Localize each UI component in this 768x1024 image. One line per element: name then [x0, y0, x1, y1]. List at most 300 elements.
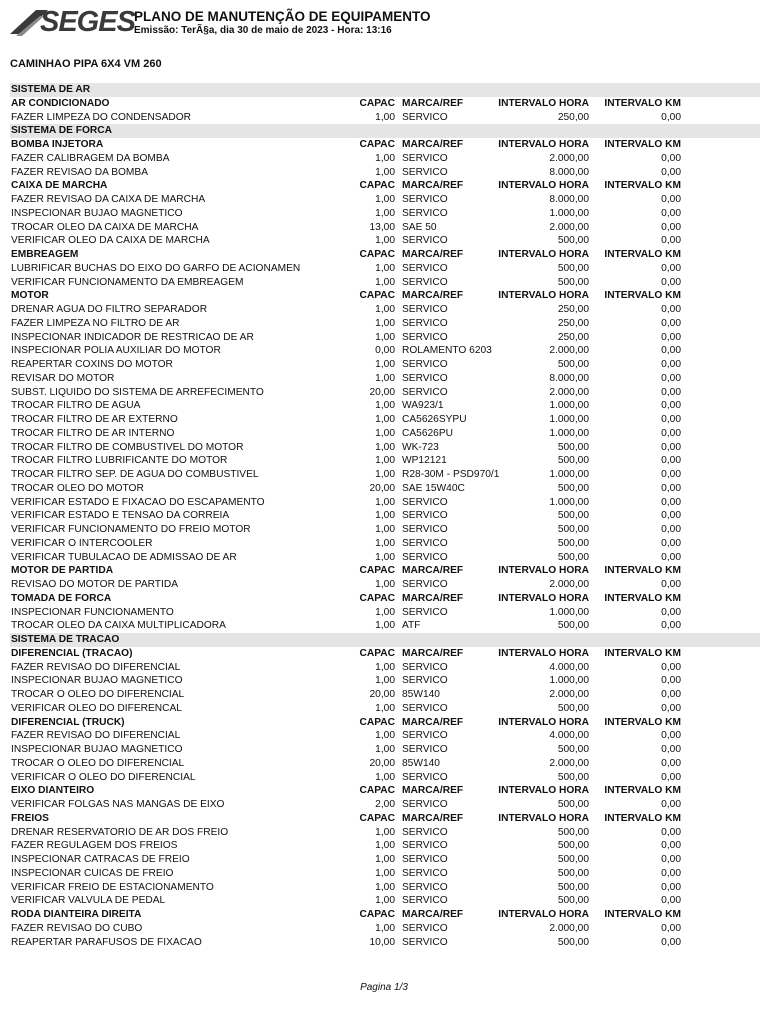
- report-header: [0, 0, 768, 50]
- task-description: DRENAR RESERVATORIO DE AR DOS FREIO: [11, 826, 229, 838]
- table-row: [10, 853, 760, 867]
- group-header-row: [10, 97, 760, 111]
- task-description: INSPECIONAR FUNCIONAMENTO: [11, 606, 174, 618]
- seges-logo: [10, 6, 135, 38]
- task-description: FAZER REVISAO DO CUBO: [11, 922, 143, 934]
- interval-hours: 1.000,00: [549, 675, 589, 687]
- table-row: [10, 399, 760, 413]
- interval-km: 0,00: [661, 757, 681, 769]
- task-description: VERIFICAR ESTADO E FIXACAO DO ESCAPAMENTO: [11, 496, 265, 508]
- interval-km: 0,00: [661, 744, 681, 755]
- group-header-row: [10, 592, 760, 606]
- column-header-marca-ref: MARCA/REF: [402, 290, 464, 302]
- group-name: MOTOR: [11, 290, 49, 302]
- table-row: [10, 619, 760, 633]
- column-header-intervalo-km: INTERVALO KM: [604, 592, 681, 604]
- brand-reference: SERVICO: [402, 317, 448, 329]
- task-description: LUBRIFICAR BUCHAS DO EIXO DO GARFO DE ACIONAMEN: [11, 262, 301, 274]
- brand-reference: SERVICO: [402, 331, 448, 343]
- brand-reference: SERVICO: [402, 111, 448, 123]
- brand-reference: SERVICO: [402, 496, 448, 508]
- table-row: [10, 317, 760, 331]
- logo-text: SEGES: [40, 6, 135, 38]
- interval-hours: 4.000,00: [549, 661, 589, 673]
- maintenance-table: [10, 83, 760, 949]
- capacity-value: 1,00: [375, 524, 395, 535]
- column-header-intervalo-km: INTERVALO KM: [604, 249, 681, 260]
- column-header-intervalo-km: INTERVALO KM: [604, 812, 681, 824]
- task-description: FAZER CALIBRAGEM DA BOMBA: [11, 152, 170, 164]
- interval-hours: 500,00: [557, 840, 589, 852]
- table-row: [10, 826, 760, 840]
- capacity-value: 1,00: [375, 207, 395, 219]
- brand-reference: SERVICO: [402, 524, 448, 535]
- task-description: TROCAR OLEO DA CAIXA DE MARCHA: [11, 221, 199, 233]
- interval-km: 0,00: [661, 194, 681, 205]
- task-description: REAPERTAR COXINS DO MOTOR: [11, 359, 173, 370]
- interval-km: 0,00: [661, 262, 681, 274]
- table-row: [10, 702, 760, 716]
- task-description: INSPECIONAR BUJAO MAGNETICO: [11, 207, 183, 219]
- task-description: VERIFICAR FOLGAS NAS MANGAS DE EIXO: [11, 799, 225, 810]
- column-header-intervalo-km: INTERVALO KM: [604, 785, 681, 797]
- brand-reference: SERVICO: [402, 675, 448, 687]
- capacity-value: 1,00: [375, 276, 395, 288]
- interval-km: 0,00: [661, 579, 681, 590]
- column-header-capac: CAPAC: [359, 647, 395, 659]
- task-description: INSPECIONAR CUICAS DE FREIO: [11, 867, 174, 879]
- brand-reference: SAE 15W40C: [402, 482, 465, 494]
- capacity-value: 1,00: [375, 620, 395, 632]
- capacity-value: 2,00: [375, 799, 395, 810]
- interval-km: 0,00: [661, 620, 681, 632]
- table-row: [10, 152, 760, 166]
- table-row: [10, 276, 760, 290]
- interval-km: 0,00: [661, 922, 681, 934]
- group-header-row: [10, 647, 760, 661]
- group-header-row: [10, 248, 760, 262]
- table-row: [10, 867, 760, 881]
- column-header-intervalo-hora: INTERVALO HORA: [498, 97, 589, 109]
- column-header-capac: CAPAC: [359, 592, 395, 604]
- interval-hours: 2.000,00: [549, 345, 589, 357]
- column-header-marca-ref: MARCA/REF: [402, 909, 464, 920]
- table-row: [10, 523, 760, 537]
- table-row: [10, 454, 760, 468]
- interval-km: 0,00: [661, 331, 681, 343]
- capacity-value: 1,00: [375, 152, 395, 164]
- column-header-capac: CAPAC: [359, 139, 395, 150]
- interval-hours: 2.000,00: [549, 579, 589, 590]
- brand-reference: SERVICO: [402, 386, 448, 398]
- interval-km: 0,00: [661, 881, 681, 893]
- table-row: [10, 207, 760, 221]
- interval-km: 0,00: [661, 221, 681, 233]
- column-header-intervalo-hora: INTERVALO HORA: [498, 812, 589, 824]
- column-header-intervalo-hora: INTERVALO HORA: [498, 592, 589, 604]
- task-description: REVISAO DO MOTOR DE PARTIDA: [11, 579, 178, 590]
- column-header-intervalo-km: INTERVALO KM: [604, 647, 681, 659]
- interval-km: 0,00: [661, 606, 681, 618]
- interval-hours: 8.000,00: [549, 372, 589, 384]
- task-description: VERIFICAR TUBULACAO DE ADMISSAO DE AR: [11, 551, 237, 563]
- interval-km: 0,00: [661, 400, 681, 412]
- interval-hours: 500,00: [557, 744, 589, 755]
- interval-km: 0,00: [661, 826, 681, 838]
- interval-hours: 1.000,00: [549, 414, 589, 425]
- capacity-value: 20,00: [369, 757, 395, 769]
- interval-km: 0,00: [661, 345, 681, 357]
- brand-reference: SERVICO: [402, 854, 448, 865]
- capacity-value: 1,00: [375, 675, 395, 687]
- interval-km: 0,00: [661, 854, 681, 865]
- interval-hours: 2.000,00: [549, 386, 589, 398]
- interval-km: 0,00: [661, 771, 681, 783]
- capacity-value: 20,00: [369, 482, 395, 494]
- capacity-value: 1,00: [375, 166, 395, 178]
- brand-reference: SERVICO: [402, 867, 448, 879]
- interval-km: 0,00: [661, 551, 681, 563]
- table-row: [10, 221, 760, 235]
- capacity-value: 1,00: [375, 496, 395, 508]
- interval-hours: 500,00: [557, 881, 589, 893]
- brand-reference: SERVICO: [402, 702, 448, 714]
- table-row: [10, 427, 760, 441]
- group-name: EIXO DIANTEIRO: [11, 785, 95, 797]
- brand-reference: SERVICO: [402, 194, 448, 205]
- interval-km: 0,00: [661, 455, 681, 467]
- interval-hours: 500,00: [557, 620, 589, 632]
- interval-hours: 500,00: [557, 524, 589, 535]
- capacity-value: 1,00: [375, 922, 395, 934]
- group-name: FREIOS: [11, 812, 49, 824]
- group-name: CAIXA DE MARCHA: [11, 180, 108, 192]
- equipment-name: CAMINHAO PIPA 6X4 VM 260: [10, 58, 162, 70]
- interval-km: 0,00: [661, 304, 681, 315]
- interval-km: 0,00: [661, 276, 681, 288]
- brand-reference: SERVICO: [402, 744, 448, 755]
- interval-km: 0,00: [661, 799, 681, 810]
- interval-km: 0,00: [661, 524, 681, 535]
- brand-reference: SERVICO: [402, 881, 448, 893]
- column-header-intervalo-km: INTERVALO KM: [604, 909, 681, 920]
- column-header-capac: CAPAC: [359, 716, 395, 728]
- capacity-value: 1,00: [375, 867, 395, 879]
- task-description: VERIFICAR FUNCIONAMENTO DO FREIO MOTOR: [11, 524, 251, 535]
- interval-km: 0,00: [661, 386, 681, 398]
- capacity-value: 1,00: [375, 579, 395, 590]
- table-row: [10, 551, 760, 565]
- column-header-marca-ref: MARCA/REF: [402, 249, 464, 260]
- capacity-value: 1,00: [375, 510, 395, 522]
- interval-km: 0,00: [661, 317, 681, 329]
- group-header-row: [10, 812, 760, 826]
- brand-reference: SERVICO: [402, 730, 448, 742]
- capacity-value: 1,00: [375, 262, 395, 274]
- interval-hours: 2.000,00: [549, 689, 589, 700]
- table-row: [10, 798, 760, 812]
- task-description: VERIFICAR O OLEO DO DIFERENCIAL: [11, 771, 196, 783]
- capacity-value: 1,00: [375, 111, 395, 123]
- task-description: REVISAR DO MOTOR: [11, 372, 115, 384]
- interval-hours: 500,00: [557, 441, 589, 453]
- group-name: EMBREAGEM: [11, 249, 79, 260]
- table-row: [10, 674, 760, 688]
- brand-reference: CA5626SYPU: [402, 414, 467, 425]
- brand-reference: WA923/1: [402, 400, 444, 412]
- table-row: [10, 729, 760, 743]
- capacity-value: 13,00: [369, 221, 395, 233]
- table-row: [10, 881, 760, 895]
- group-header-row: [10, 179, 760, 193]
- column-header-intervalo-km: INTERVALO KM: [604, 180, 681, 192]
- brand-reference: SERVICO: [402, 579, 448, 590]
- interval-hours: 500,00: [557, 537, 589, 549]
- task-description: VERIFICAR FUNCIONAMENTO DA EMBREAGEM: [11, 276, 244, 288]
- interval-km: 0,00: [661, 661, 681, 673]
- column-header-marca-ref: MARCA/REF: [402, 812, 464, 824]
- group-name: BOMBA INJETORA: [11, 139, 104, 150]
- brand-reference: SERVICO: [402, 152, 448, 164]
- interval-hours: 8.000,00: [549, 194, 589, 205]
- document-title: PLANO DE MANUTENÇÃO DE EQUIPAMENTO: [134, 9, 431, 24]
- emission-date: Emissão: TerÃ§a, dia 30 de maio de 2023 - Hora: 13:16: [134, 25, 392, 36]
- column-header-marca-ref: MARCA/REF: [402, 180, 464, 192]
- column-header-marca-ref: MARCA/REF: [402, 716, 464, 728]
- task-description: VERIFICAR OLEO DO DIFERENCAL: [11, 702, 182, 714]
- column-header-marca-ref: MARCA/REF: [402, 565, 464, 577]
- system-name: SISTEMA DE AR: [11, 84, 91, 95]
- task-description: TROCAR FILTRO LUBRIFICANTE DO MOTOR: [11, 455, 228, 467]
- task-description: FAZER REVISAO DA CAIXA DE MARCHA: [11, 194, 206, 205]
- task-description: TROCAR O OLEO DO DIFERENCIAL: [11, 689, 185, 700]
- capacity-value: 1,00: [375, 331, 395, 343]
- capacity-value: 1,00: [375, 702, 395, 714]
- task-description: FAZER REVISAO DA BOMBA: [11, 166, 148, 178]
- capacity-value: 1,00: [375, 661, 395, 673]
- interval-km: 0,00: [661, 359, 681, 370]
- brand-reference: SERVICO: [402, 606, 448, 618]
- interval-km: 0,00: [661, 867, 681, 879]
- capacity-value: 1,00: [375, 359, 395, 370]
- interval-hours: 4.000,00: [549, 730, 589, 742]
- capacity-value: 1,00: [375, 455, 395, 467]
- interval-km: 0,00: [661, 469, 681, 480]
- table-row: [10, 606, 760, 620]
- column-header-capac: CAPAC: [359, 97, 395, 109]
- task-description: INSPECIONAR CATRACAS DE FREIO: [11, 854, 190, 865]
- capacity-value: 1,00: [375, 304, 395, 315]
- interval-km: 0,00: [661, 537, 681, 549]
- group-name: DIFERENCIAL (TRUCK): [11, 716, 125, 728]
- brand-reference: SERVICO: [402, 771, 448, 783]
- interval-km: 0,00: [661, 235, 681, 247]
- table-row: [10, 303, 760, 317]
- interval-hours: 500,00: [557, 359, 589, 370]
- task-description: INSPECIONAR BUJAO MAGNETICO: [11, 675, 183, 687]
- column-header-capac: CAPAC: [359, 565, 395, 577]
- table-row: [10, 358, 760, 372]
- task-description: TROCAR OLEO DO MOTOR: [11, 482, 144, 494]
- task-description: DRENAR AGUA DO FILTRO SEPARADOR: [11, 304, 208, 315]
- table-row: [10, 771, 760, 785]
- table-row: [10, 441, 760, 455]
- interval-hours: 500,00: [557, 702, 589, 714]
- column-header-capac: CAPAC: [359, 812, 395, 824]
- capacity-value: 1,00: [375, 744, 395, 755]
- capacity-value: 1,00: [375, 469, 395, 480]
- brand-reference: SERVICO: [402, 826, 448, 838]
- task-description: FAZER REVISAO DO DIFERENCIAL: [11, 730, 181, 742]
- task-description: TROCAR FILTRO DE AR INTERNO: [11, 427, 175, 439]
- brand-reference: SERVICO: [402, 840, 448, 852]
- table-row: [10, 537, 760, 551]
- task-description: TROCAR OLEO DA CAIXA MULTIPLICADORA: [11, 620, 226, 632]
- interval-km: 0,00: [661, 427, 681, 439]
- interval-km: 0,00: [661, 689, 681, 700]
- interval-hours: 1.000,00: [549, 469, 589, 480]
- column-header-marca-ref: MARCA/REF: [402, 647, 464, 659]
- column-header-intervalo-km: INTERVALO KM: [604, 290, 681, 302]
- table-row: [10, 936, 760, 950]
- interval-hours: 2.000,00: [549, 922, 589, 934]
- table-row: [10, 839, 760, 853]
- interval-km: 0,00: [661, 730, 681, 742]
- column-header-intervalo-km: INTERVALO KM: [604, 716, 681, 728]
- interval-hours: 500,00: [557, 936, 589, 948]
- capacity-value: 1,00: [375, 441, 395, 453]
- task-description: TROCAR FILTRO DE COMBUSTIVEL DO MOTOR: [11, 441, 244, 453]
- capacity-value: 1,00: [375, 414, 395, 425]
- system-name: SISTEMA DE FORCA: [11, 125, 112, 137]
- brand-reference: SERVICO: [402, 551, 448, 563]
- interval-km: 0,00: [661, 675, 681, 687]
- interval-km: 0,00: [661, 414, 681, 425]
- interval-hours: 500,00: [557, 551, 589, 563]
- interval-hours: 2.000,00: [549, 757, 589, 769]
- task-description: INSPECIONAR INDICADOR DE RESTRICAO DE AR: [11, 331, 254, 343]
- interval-hours: 500,00: [557, 235, 589, 247]
- column-header-capac: CAPAC: [359, 180, 395, 192]
- task-description: VERIFICAR OLEO DA CAIXA DE MARCHA: [11, 235, 210, 247]
- group-header-row: [10, 564, 760, 578]
- column-header-intervalo-hora: INTERVALO HORA: [498, 785, 589, 797]
- interval-hours: 1.000,00: [549, 496, 589, 508]
- column-header-marca-ref: MARCA/REF: [402, 785, 464, 797]
- task-description: TROCAR FILTRO DE AR EXTERNO: [11, 414, 178, 425]
- interval-km: 0,00: [661, 840, 681, 852]
- interval-hours: 500,00: [557, 455, 589, 467]
- task-description: VERIFICAR FREIO DE ESTACIONAMENTO: [11, 881, 214, 893]
- interval-hours: 500,00: [557, 276, 589, 288]
- interval-km: 0,00: [661, 482, 681, 494]
- table-row: [10, 468, 760, 482]
- table-row: [10, 509, 760, 523]
- brand-reference: SERVICO: [402, 537, 448, 549]
- column-header-capac: CAPAC: [359, 290, 395, 302]
- interval-hours: 500,00: [557, 510, 589, 522]
- interval-km: 0,00: [661, 441, 681, 453]
- table-row: [10, 331, 760, 345]
- interval-hours: 1.000,00: [549, 207, 589, 219]
- interval-hours: 500,00: [557, 262, 589, 274]
- system-name: SISTEMA DE TRACAO: [11, 634, 120, 645]
- table-row: [10, 743, 760, 757]
- system-header-row: [10, 633, 760, 647]
- brand-reference: SERVICO: [402, 661, 448, 673]
- interval-km: 0,00: [661, 936, 681, 948]
- capacity-value: 1,00: [375, 400, 395, 412]
- interval-hours: 500,00: [557, 895, 589, 907]
- table-row: [10, 386, 760, 400]
- column-header-intervalo-hora: INTERVALO HORA: [498, 716, 589, 728]
- column-header-intervalo-km: INTERVALO KM: [604, 97, 681, 109]
- interval-hours: 500,00: [557, 826, 589, 838]
- brand-reference: SERVICO: [402, 510, 448, 522]
- capacity-value: 1,00: [375, 427, 395, 439]
- brand-reference: SERVICO: [402, 922, 448, 934]
- table-row: [10, 922, 760, 936]
- column-header-intervalo-hora: INTERVALO HORA: [498, 565, 589, 577]
- task-description: REAPERTAR PARAFUSOS DE FIXACAO: [11, 936, 202, 948]
- brand-reference: R28-30M - PSD970/1: [402, 469, 500, 480]
- group-name: RODA DIANTEIRA DIREITA: [11, 909, 142, 920]
- brand-reference: 85W140: [402, 689, 440, 700]
- table-row: [10, 193, 760, 207]
- interval-hours: 500,00: [557, 482, 589, 494]
- brand-reference: SERVICO: [402, 936, 448, 948]
- table-row: [10, 894, 760, 908]
- table-row: [10, 262, 760, 276]
- column-header-intervalo-km: INTERVALO KM: [604, 565, 681, 577]
- capacity-value: 1,00: [375, 372, 395, 384]
- table-row: [10, 757, 760, 771]
- interval-hours: 250,00: [557, 304, 589, 315]
- task-description: TROCAR FILTRO DE AGUA: [11, 400, 141, 412]
- task-description: INSPECIONAR POLIA AUXILIAR DO MOTOR: [11, 345, 221, 357]
- capacity-value: 20,00: [369, 689, 395, 700]
- table-row: [10, 688, 760, 702]
- brand-reference: SERVICO: [402, 799, 448, 810]
- brand-reference: SERVICO: [402, 895, 448, 907]
- interval-km: 0,00: [661, 702, 681, 714]
- table-row: [10, 372, 760, 386]
- interval-hours: 250,00: [557, 111, 589, 123]
- interval-hours: 500,00: [557, 854, 589, 865]
- table-row: [10, 344, 760, 358]
- group-name: AR CONDICIONADO: [11, 97, 110, 109]
- group-name: TOMADA DE FORCA: [11, 592, 112, 604]
- brand-reference: WK-723: [402, 441, 439, 453]
- column-header-intervalo-hora: INTERVALO HORA: [498, 139, 589, 150]
- column-header-marca-ref: MARCA/REF: [402, 139, 464, 150]
- group-name: MOTOR DE PARTIDA: [11, 565, 114, 577]
- column-header-capac: CAPAC: [359, 909, 395, 920]
- group-header-row: [10, 716, 760, 730]
- column-header-intervalo-hora: INTERVALO HORA: [498, 909, 589, 920]
- interval-km: 0,00: [661, 372, 681, 384]
- column-header-intervalo-km: INTERVALO KM: [604, 139, 681, 150]
- group-header-row: [10, 908, 760, 922]
- task-description: VERIFICAR O INTERCOOLER: [11, 537, 153, 549]
- column-header-capac: CAPAC: [359, 249, 395, 260]
- capacity-value: 1,00: [375, 606, 395, 618]
- interval-hours: 8.000,00: [549, 166, 589, 178]
- group-header-row: [10, 289, 760, 303]
- capacity-value: 1,00: [375, 194, 395, 205]
- task-description: VERIFICAR ESTADO E TENSAO DA CORREIA: [11, 510, 230, 522]
- task-description: VERIFICAR VALVULA DE PEDAL: [11, 895, 166, 907]
